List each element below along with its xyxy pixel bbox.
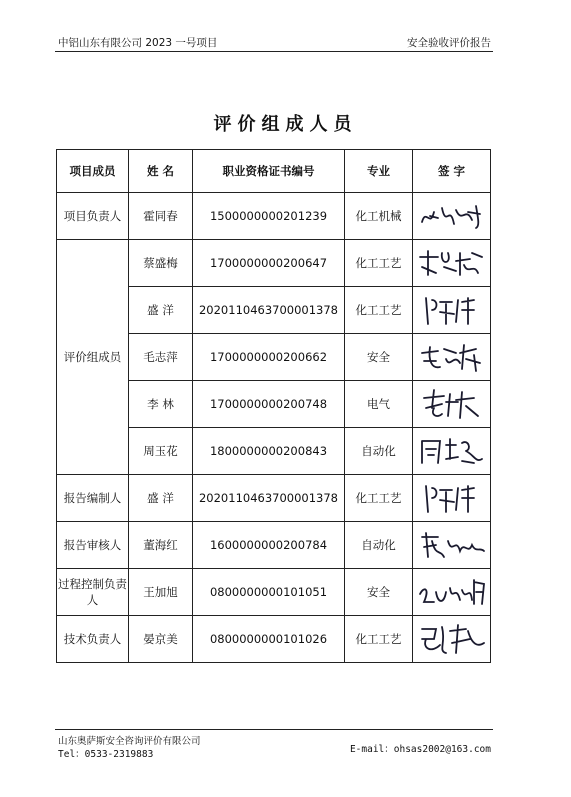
- signature-cell: [413, 240, 491, 287]
- cert-cell: 0800000000101026: [193, 616, 345, 663]
- name-cell: 盛 洋: [129, 287, 193, 334]
- table-row: [57, 240, 491, 287]
- handwritten-signature: [416, 292, 488, 328]
- page-title: 评价组成人员: [213, 114, 358, 135]
- cert-cell: 1700000000200662: [193, 334, 345, 381]
- signature-cell: [413, 522, 491, 569]
- signature-cell: [413, 616, 491, 663]
- signature-cell: [413, 287, 491, 334]
- role-cell: 项目负责人: [57, 193, 129, 240]
- cert-cell: 1700000000200647: [193, 240, 345, 287]
- signature-cell: [413, 569, 491, 616]
- footer-email: E-mail：ohsas2002@163.com: [349, 744, 491, 755]
- name-cell: 王加旭: [129, 569, 193, 616]
- signature-cell: [413, 428, 491, 475]
- major-cell: 化工工艺: [345, 616, 413, 663]
- table-row: [57, 193, 491, 240]
- major-cell: 化工工艺: [345, 240, 413, 287]
- signature-cell: [413, 475, 491, 522]
- column-header-name: 姓 名: [129, 150, 193, 193]
- handwritten-signature: [416, 198, 488, 234]
- staff-table: [56, 149, 491, 663]
- handwritten-signature: [416, 386, 488, 422]
- table-header-row: [57, 150, 491, 193]
- major-cell: 化工工艺: [345, 287, 413, 334]
- major-cell: 电气: [345, 381, 413, 428]
- footer-tel: Tel：0533-2319883: [58, 749, 154, 760]
- name-cell: 蔡盛梅: [129, 240, 193, 287]
- name-cell: 盛 洋: [129, 475, 193, 522]
- header-project: 中铝山东有限公司 2023 一号项目: [58, 37, 218, 49]
- name-cell: 霍同春: [129, 193, 193, 240]
- name-cell: 董海红: [129, 522, 193, 569]
- major-cell: 安全: [345, 569, 413, 616]
- cert-cell: 2020110463700001378: [193, 475, 345, 522]
- signature-cell: [413, 381, 491, 428]
- table-row: [57, 522, 491, 569]
- role-cell: 技术负责人: [57, 616, 129, 663]
- handwritten-signature: [416, 433, 488, 469]
- column-header-major: 专业: [345, 150, 413, 193]
- cert-cell: 1500000000201239: [193, 193, 345, 240]
- handwritten-signature: [416, 574, 488, 610]
- name-cell: 周玉花: [129, 428, 193, 475]
- footer-divider: [55, 729, 493, 730]
- table-row: [57, 569, 491, 616]
- name-cell: 李 林: [129, 381, 193, 428]
- cert-cell: 1800000000200843: [193, 428, 345, 475]
- handwritten-signature: [416, 621, 488, 657]
- cert-cell: 1600000000200784: [193, 522, 345, 569]
- cert-cell: 2020110463700001378: [193, 287, 345, 334]
- major-cell: 化工机械: [345, 193, 413, 240]
- major-cell: 自动化: [345, 522, 413, 569]
- header-report-name: 安全验收评价报告: [407, 37, 491, 49]
- major-cell: 自动化: [345, 428, 413, 475]
- signature-cell: [413, 334, 491, 381]
- table-row: [57, 616, 491, 663]
- footer-company: 山东奥萨斯安全咨询评价有限公司: [58, 736, 201, 747]
- cert-cell: 1700000000200748: [193, 381, 345, 428]
- name-cell: 毛志萍: [129, 334, 193, 381]
- major-cell: 安全: [345, 334, 413, 381]
- name-cell: 晏京美: [129, 616, 193, 663]
- role-cell: 报告编制人: [57, 475, 129, 522]
- handwritten-signature: [416, 339, 488, 375]
- column-header-cert: 职业资格证书编号: [193, 150, 345, 193]
- role-cell: 过程控制负责人: [57, 569, 129, 616]
- handwritten-signature: [416, 527, 488, 563]
- major-cell: 化工工艺: [345, 475, 413, 522]
- signature-cell: [413, 193, 491, 240]
- handwritten-signature: [416, 245, 488, 281]
- column-header-role: 项目成员: [57, 150, 129, 193]
- role-cell: 报告审核人: [57, 522, 129, 569]
- handwritten-signature: [416, 480, 488, 516]
- header-divider: [55, 51, 493, 52]
- table-row: [57, 475, 491, 522]
- role-cell: 评价组成员: [57, 240, 129, 475]
- cert-cell: 0800000000101051: [193, 569, 345, 616]
- column-header-signature: 签 字: [413, 150, 491, 193]
